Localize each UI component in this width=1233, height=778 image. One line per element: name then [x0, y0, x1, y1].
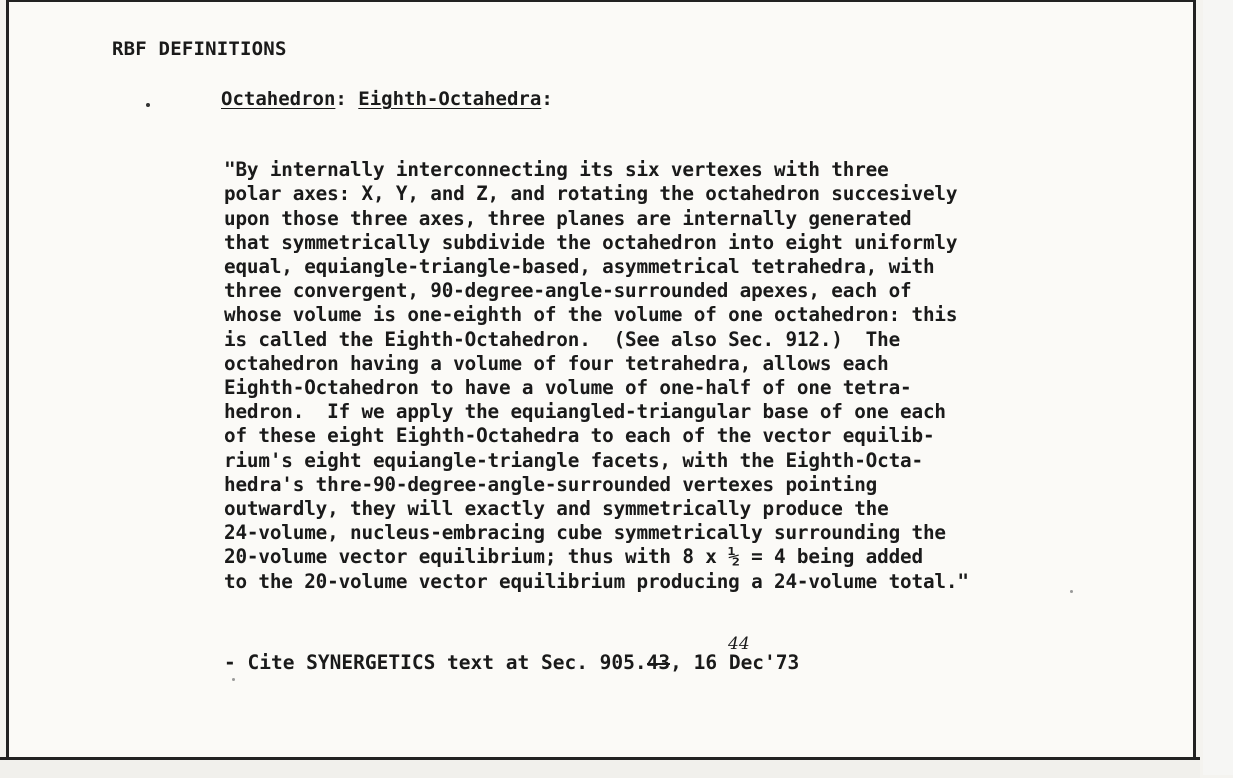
quote-line: 20-volume vector equilibrium; thus with 8 x ½ = 4 being added: [224, 545, 923, 569]
quote-line: hedra's thre-90-degree-angle-surrounded vertexes pointing: [224, 472, 878, 496]
quote-line: hedron. If we apply the equiangled-triangular base of one each: [224, 400, 946, 424]
definition-quote: [224, 134, 969, 618]
page-header: RBF DEFINITIONS: [112, 38, 287, 60]
quote-line: rium's eight equiangle-triangle facets, with the Eighth-Octa-: [224, 448, 923, 472]
quote-line: to the 20-volume vector equilibrium producing a 24-volume total.": [224, 569, 969, 593]
quote-line: of these eight Eighth-Octahedra to each of the vector equilib-: [224, 424, 935, 448]
struck-section-number: 43: [646, 651, 671, 674]
quote-line: upon those three axes, three planes are internally generated: [224, 206, 912, 230]
quote-line: "By internally interconnecting its six vertexes with three: [224, 158, 889, 182]
paper-speck: [232, 678, 235, 681]
definition-title: Octahedron: Eighth-Octahedra:: [221, 88, 553, 110]
citation-suffix: , 16 Dec'73: [670, 651, 800, 674]
stray-mark: [146, 103, 150, 107]
page-margin: [1203, 0, 1233, 775]
subtopic-label: Eighth-Octahedra: [358, 88, 542, 110]
paper-speck: [1070, 590, 1073, 593]
quote-line: polar axes: X, Y, and Z, and rotating the octahedron succesively: [224, 182, 958, 206]
quote-line: whose volume is one-eighth of the volume of one octahedron: this: [224, 303, 958, 327]
quote-line: that symmetrically subdivide the octahedron into eight uniformly: [224, 230, 958, 254]
citation-prefix: - Cite SYNERGETICS text at Sec. 905.: [224, 651, 647, 674]
citation-line: [224, 651, 799, 674]
quote-line: three convergent, 90-degree-angle-surrounded apexes, each of: [224, 279, 912, 303]
quote-line: 24-volume, nucleus-embracing cube symmetrically surrounding the: [224, 521, 946, 545]
quote-line: is called the Eighth-Octahedron. (See also Sec. 912.) The: [224, 327, 901, 351]
quote-line: Eighth-Octahedron to have a volume of one-half of one tetra-: [224, 376, 912, 400]
quote-line: outwardly, they will exactly and symmetrically produce the: [224, 497, 889, 521]
handwritten-correction: 44: [728, 634, 750, 654]
quote-line: equal, equiangle-triangle-based, asymmetrical tetrahedra, with: [224, 255, 935, 279]
topic-label: Octahedron: [221, 88, 336, 110]
quote-line: octahedron having a volume of four tetrahedra, allows each: [224, 351, 889, 375]
